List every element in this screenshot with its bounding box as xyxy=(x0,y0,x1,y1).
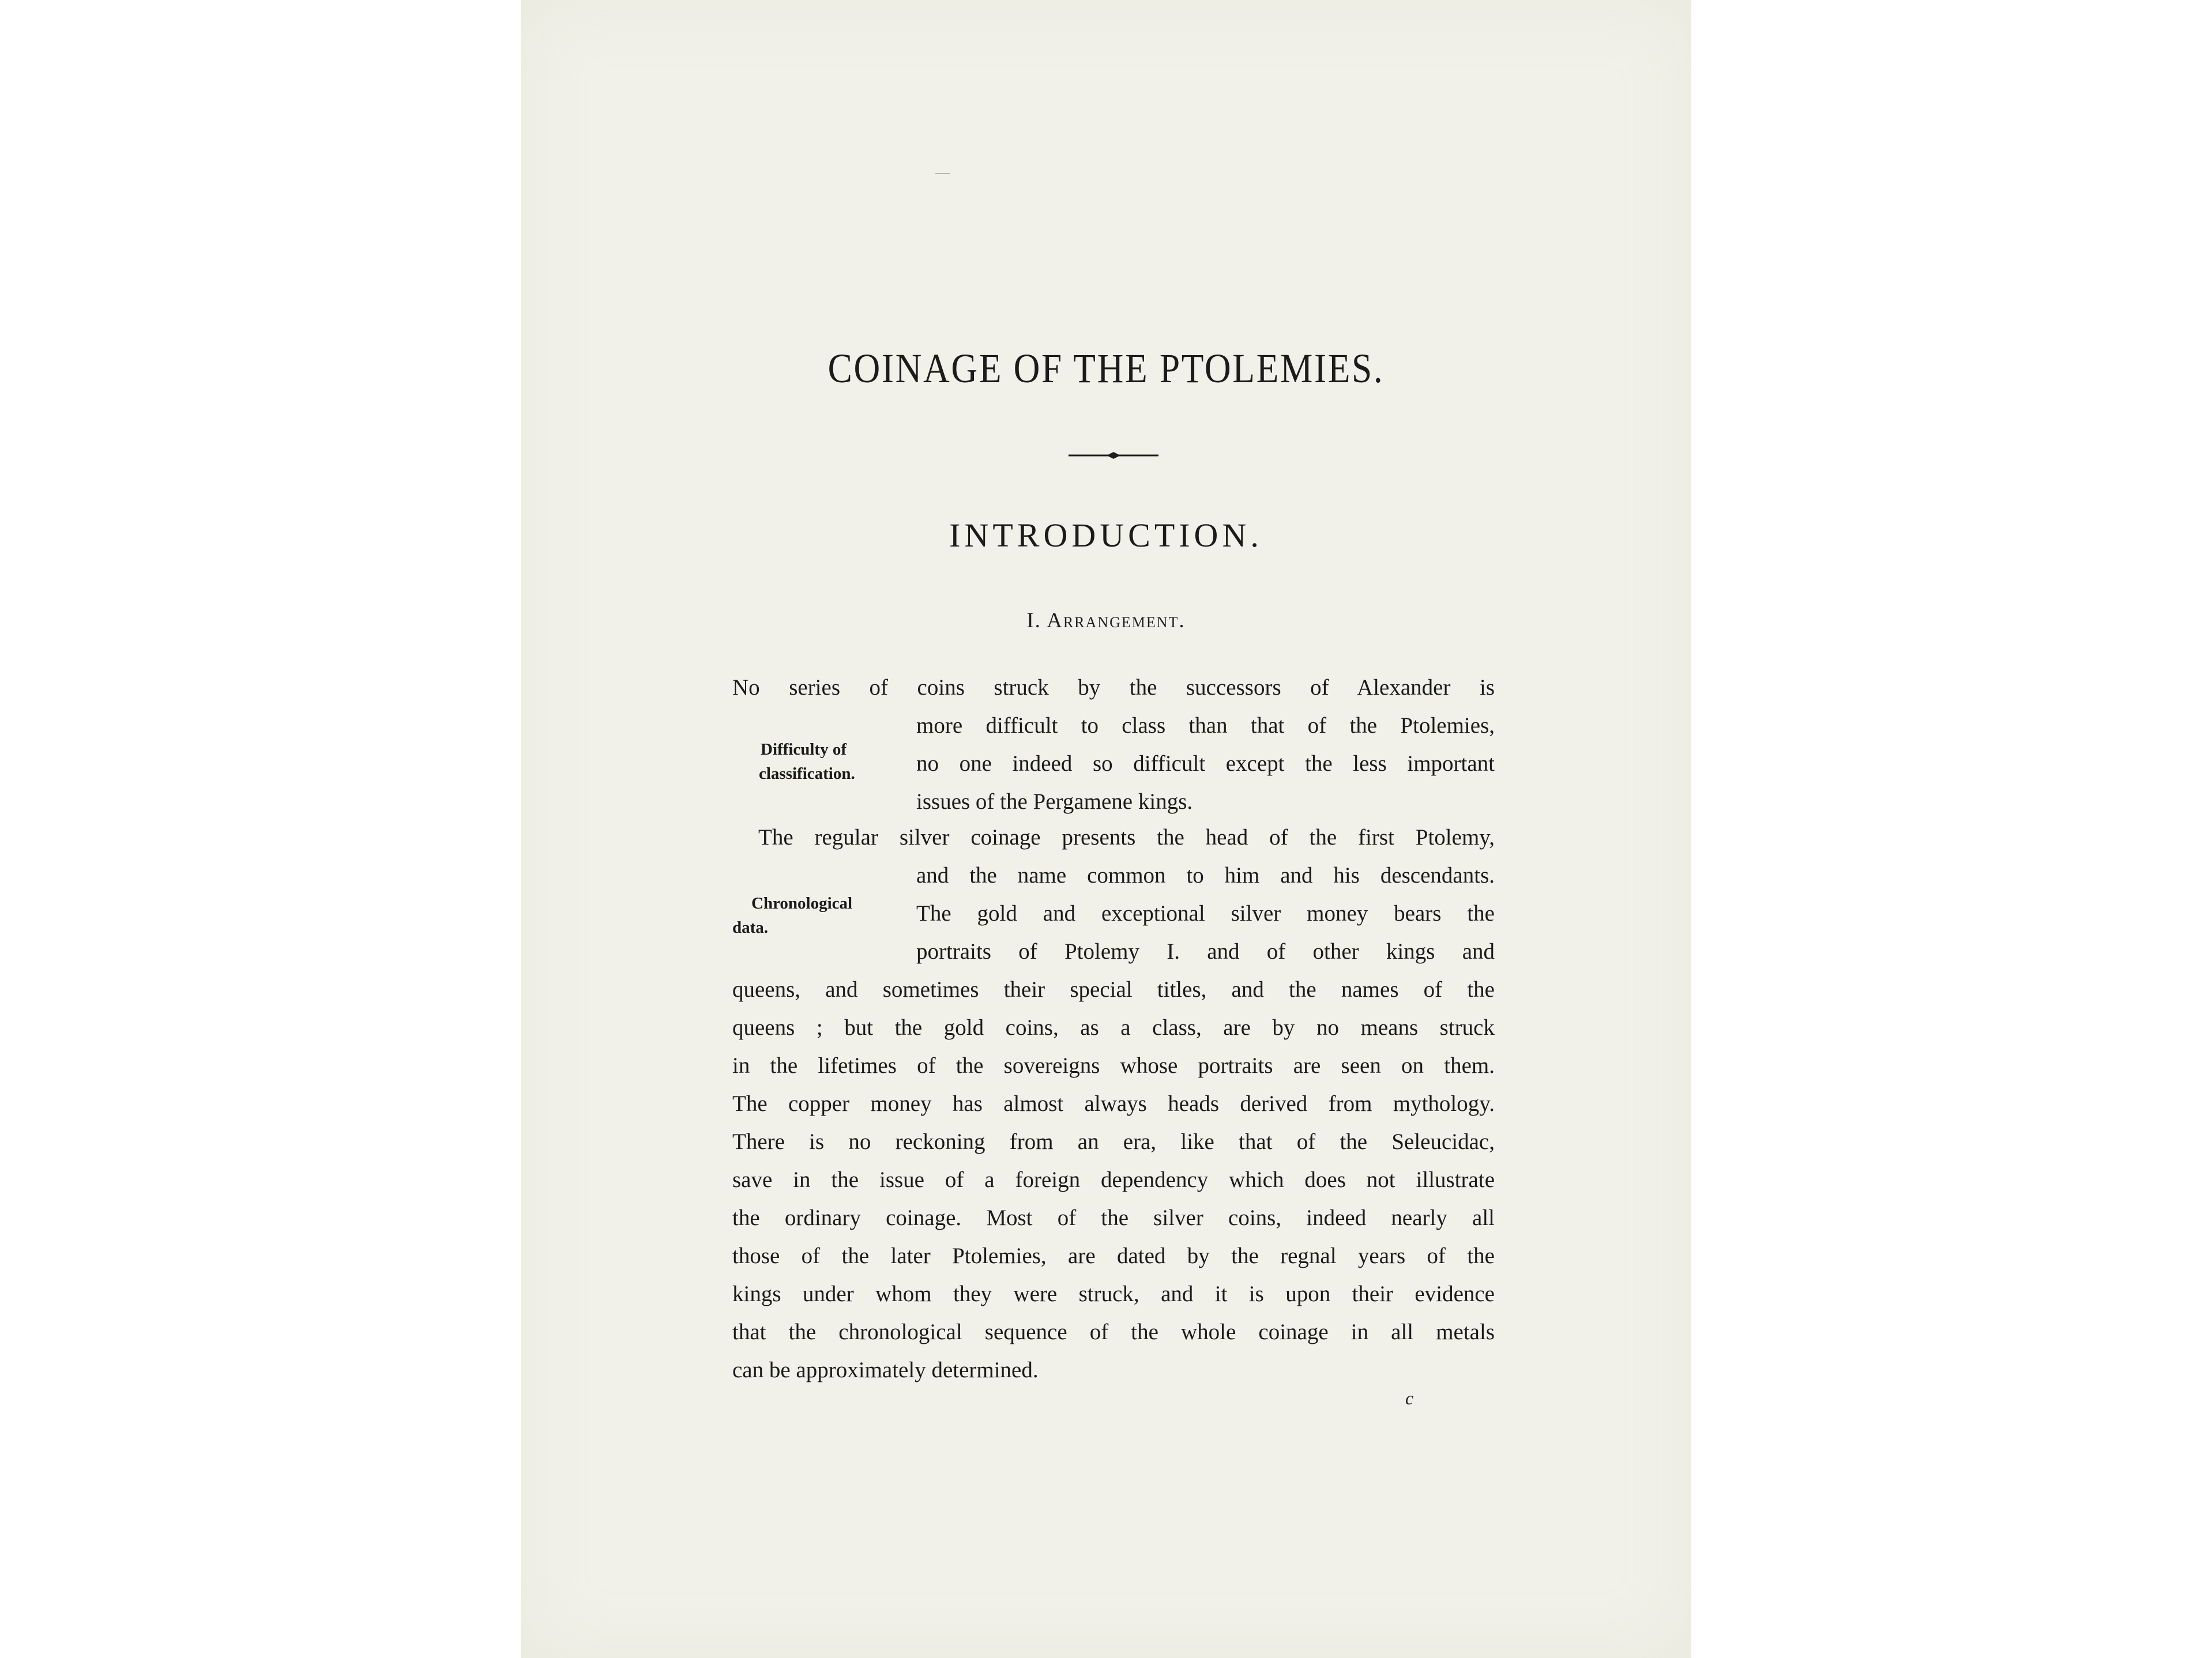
side-note-difficulty-line-2: classification. xyxy=(759,764,855,783)
book-page xyxy=(521,0,1691,1658)
side-note-difficulty-line-1: Difficulty of xyxy=(761,740,847,759)
text-line: issues of the Pergamene kings. xyxy=(916,789,1193,814)
text-line: save in the issue of a foreign dependency which does not illustrate xyxy=(732,1167,1495,1192)
text-line: queens ; but the gold coins, as a class, are by no means struck xyxy=(732,1015,1495,1040)
text-line: The gold and exceptional silver money bears the xyxy=(916,901,1495,926)
text-line: queens, and sometimes their special titles, and the names of the xyxy=(732,977,1495,1002)
page-title: COINAGE OF THE PTOLEMIES. xyxy=(827,345,1385,391)
text-line: can be approximately determined. xyxy=(732,1358,1039,1382)
text-line: those of the later Ptolemies, are dated by the regnal years of the xyxy=(732,1244,1495,1268)
stray-mark xyxy=(935,173,950,174)
side-note-chronological-line-1: Chronological xyxy=(751,894,853,913)
text-line: no one indeed so difficult except the less important xyxy=(916,751,1495,776)
section-heading: I. Arrangement. xyxy=(1026,609,1186,632)
text-line: in the lifetimes of the sovereigns whose portraits are seen on them. xyxy=(732,1053,1495,1078)
text-line: the ordinary coinage. Most of the silver coins, indeed nearly all xyxy=(732,1205,1495,1230)
text-line: portraits of Ptolemy I. and of other kings and xyxy=(916,939,1495,964)
text-line: more difficult to class than that of the Ptolemies, xyxy=(916,713,1495,738)
signature-mark: c xyxy=(1405,1388,1414,1408)
text-line: kings under whom they were struck, and it is upon their evidence xyxy=(732,1282,1495,1306)
text-line: The copper money has almost always heads derived from mythology. xyxy=(732,1091,1495,1116)
ornament-divider-icon xyxy=(1067,450,1160,461)
introduction-heading: INTRODUCTION. xyxy=(949,517,1263,554)
text-line: The regular silver coinage presents the head of the first Ptolemy, xyxy=(758,825,1495,850)
text-line: No series of coins struck by the successors of Alexander is xyxy=(732,675,1495,700)
side-note-chronological-line-2: data. xyxy=(732,918,769,937)
text-line: that the chronological sequence of the whole coinage in all metals xyxy=(732,1320,1495,1344)
text-line: There is no reckoning from an era, like that of the Seleucidac, xyxy=(732,1129,1495,1154)
text-line: and the name common to him and his descendants. xyxy=(916,863,1495,888)
